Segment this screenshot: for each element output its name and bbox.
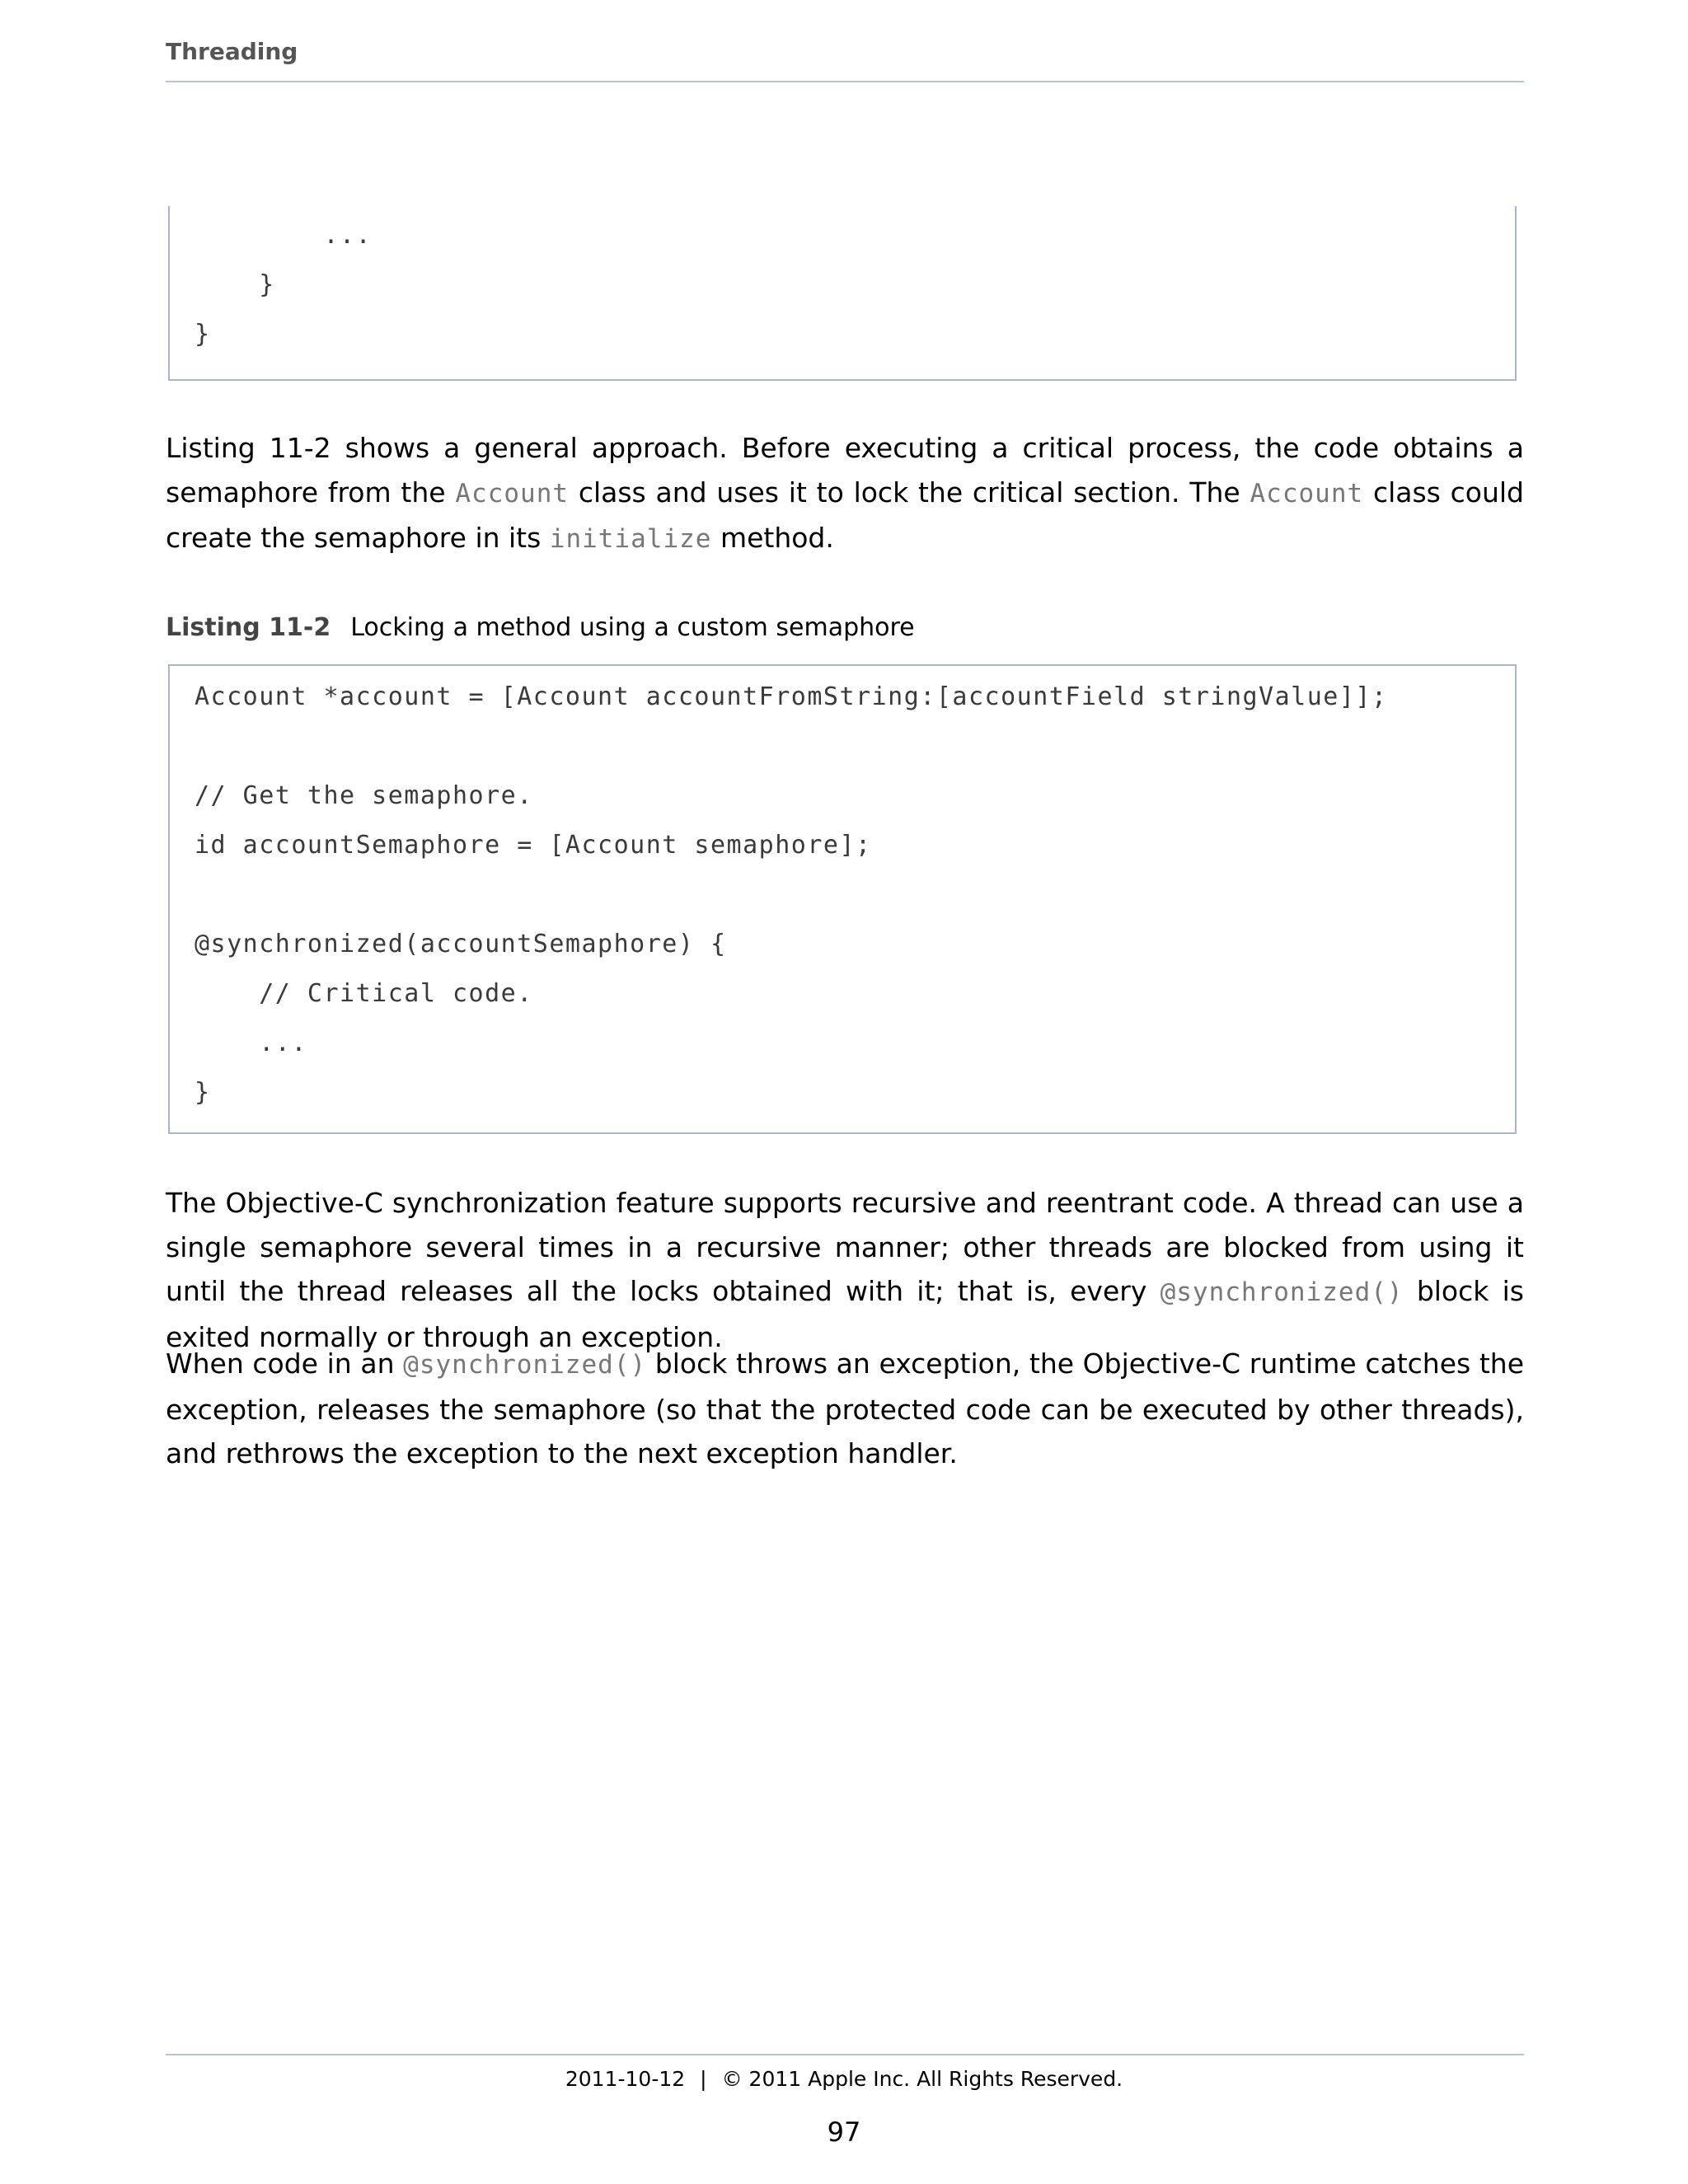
body-paragraph-2 [166,1181,1524,1359]
listing-title: Locking a method using a custom semaphore [350,613,915,642]
code-line: Account *account = [Account accountFromString:[accountField stringValue]]; [195,682,1388,711]
header-divider [166,81,1524,82]
code-line: } [195,320,211,349]
paragraph-text: class and uses it to lock the critical section. The [569,476,1250,509]
running-header: Threading [166,38,298,65]
code-block-continued [168,206,1517,381]
footer-divider [166,2054,1524,2055]
inline-code: Account [455,478,570,509]
body-paragraph-1 [166,426,1524,562]
code-line: ... [195,221,373,250]
inline-code: @synchronized() [1160,1277,1404,1307]
paragraph-text: block throws an exception, the Objective-C runtime catches the exception, releases the semaphore (so that the protected code can be executed by other threads), and rethrows the exception to the next exception handler. [166,1347,1525,1469]
code-line: } [195,270,275,299]
footer [0,2067,1688,2091]
footer-separator: | [700,2067,707,2091]
code-line: // Get the semaphore. [195,781,533,810]
code-listing-11-2 [168,664,1517,1134]
code-line: // Critical code. [195,979,533,1008]
listing-number: Listing 11-2 [166,613,331,642]
inline-code: @synchronized() [403,1350,647,1380]
code-line: } [195,1078,211,1107]
page-number: 97 [827,2116,861,2148]
inline-code: Account [1250,478,1364,509]
paragraph-text: block is exited normally or through an exception. [166,1275,1524,1353]
footer-copyright: © 2011 Apple Inc. All Rights Reserved. [721,2067,1123,2091]
paragraph-text: When code in an [166,1347,404,1380]
paragraph-text: class could create the semaphore in its [166,476,1525,554]
code-line: @synchronized(accountSemaphore) { [195,930,727,958]
paragraph-text: Listing 11-2 shows a general approach. Before executing a critical process, the code obtains a semaphore from the [166,432,1524,509]
listing-caption [166,613,915,642]
code-line: id accountSemaphore = [Account semaphore]; [195,831,872,860]
footer-date: 2011-10-12 [565,2067,686,2091]
paragraph-text: The Objective-C synchronization feature supports recursive and reentrant code. A thread can use a single semaphore several times in a recursive manner; other threads are blocked from using it until the thread releases all the locks obtained with it; that is, every [166,1187,1524,1307]
body-paragraph-3 [166,1342,1524,1476]
inline-code: initialize [549,524,712,554]
code-line: ... [195,1029,307,1057]
paragraph-text: method. [711,522,834,554]
